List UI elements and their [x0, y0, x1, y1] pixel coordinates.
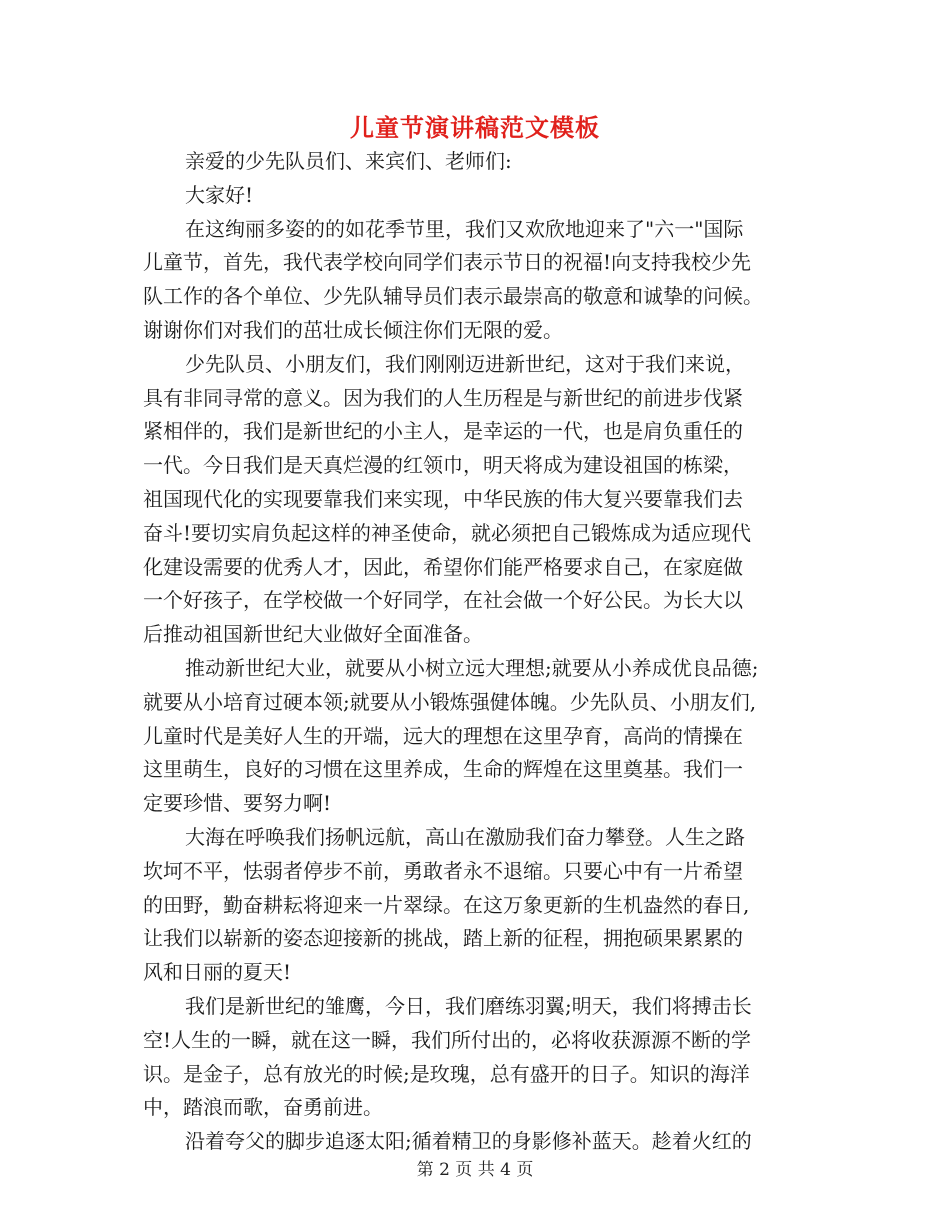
text-line: 中，踏浪而歌，奋勇前进。	[143, 1095, 383, 1120]
document-title: 儿童节演讲稿范文模板	[350, 113, 600, 142]
text-line: 具有非同寻常的意义。因为我们的人生历程是与新世纪的前进步伐紧	[143, 385, 743, 410]
text-line: 儿童节，首先，我代表学校向同学们表示节日的祝福!向支持我校少先	[143, 250, 752, 275]
page-footer: 第 2 页 共 4 页	[416, 1160, 534, 1180]
text-line: 空!人生的一瞬，就在这一瞬，我们所付出的，必将收获源源不断的学	[143, 1027, 752, 1052]
text-line: 大家好!	[185, 182, 254, 207]
text-line: 大海在呼唤我们扬帆远航，高山在激励我们奋力攀登。人生之路	[185, 824, 745, 849]
text-line: 谢谢你们对我们的茁壮成长倾注你们无限的爱。	[143, 317, 563, 342]
text-line: 队工作的各个单位、少先队辅导员们表示最崇高的敬意和诚挚的问候。	[143, 284, 763, 309]
text-line: 在这绚丽多姿的的如花季节里，我们又欢欣地迎来了"六一"国际	[185, 216, 744, 241]
text-line: 推动新世纪大业，就要从小树立远大理想;就要从小养成优良品德;	[185, 655, 759, 680]
text-line: 风和日丽的夏天!	[143, 960, 292, 985]
text-line: 化建设需要的优秀人才，因此，希望你们能严格要求自己，在家庭做	[143, 554, 743, 579]
text-line: 定要珍惜、要努力啊!	[143, 791, 332, 816]
text-line: 一代。今日我们是天真烂漫的红领巾，明天将成为建设祖国的栋梁，	[143, 453, 743, 478]
text-line: 紧相伴的，我们是新世纪的小主人，是幸运的一代，也是肩负重任的	[143, 419, 743, 444]
text-line: 让我们以崭新的姿态迎接新的挑战，踏上新的征程，拥抱硕果累累的	[143, 926, 743, 951]
text-line: 一个好孩子，在学校做一个好同学，在社会做一个好公民。为长大以	[143, 588, 743, 613]
text-line: 亲爱的少先队员们、来宾们、老师们:	[185, 149, 512, 173]
text-line: 我们是新世纪的雏鹰，今日，我们磨练羽翼;明天，我们将搏击长	[185, 993, 752, 1018]
text-line: 识。是金子，总有放光的时候;是玫瑰，总有盛开的日子。知识的海洋	[143, 1061, 750, 1086]
text-line: 坎坷不平，怯弱者停步不前，勇敢者永不退缩。只要心中有一片希望	[143, 858, 743, 883]
text-line: 这里萌生，良好的习惯在这里养成，生命的辉煌在这里奠基。我们一	[143, 757, 743, 782]
text-line: 奋斗!要切实肩负起这样的神圣使命，就必须把自己锻炼成为适应现代	[143, 520, 752, 545]
text-line: 少先队员、小朋友们，我们刚刚迈进新世纪，这对于我们来说，	[185, 351, 745, 376]
text-line: 的田野，勤奋耕耘将迎来一片翠绿。在这万象更新的生机盎然的春日,	[143, 892, 750, 917]
text-line: 儿童时代是美好人生的开端，远大的理想在这里孕育，高尚的情操在	[143, 723, 743, 748]
document-body	[143, 145, 815, 1159]
text-line: 后推动祖国新世纪大业做好全面准备。	[143, 622, 483, 647]
text-line: 祖国现代化的实现要靠我们来实现，中华民族的伟大复兴要靠我们去	[143, 486, 743, 511]
text-line: 沿着夸父的脚步追逐太阳;循着精卫的身影修补蓝天。趁着火红的	[185, 1129, 752, 1154]
text-line: 就要从小培育过硬本领;就要从小锻炼强健体魄。少先队员、小朋友们,	[143, 689, 757, 714]
